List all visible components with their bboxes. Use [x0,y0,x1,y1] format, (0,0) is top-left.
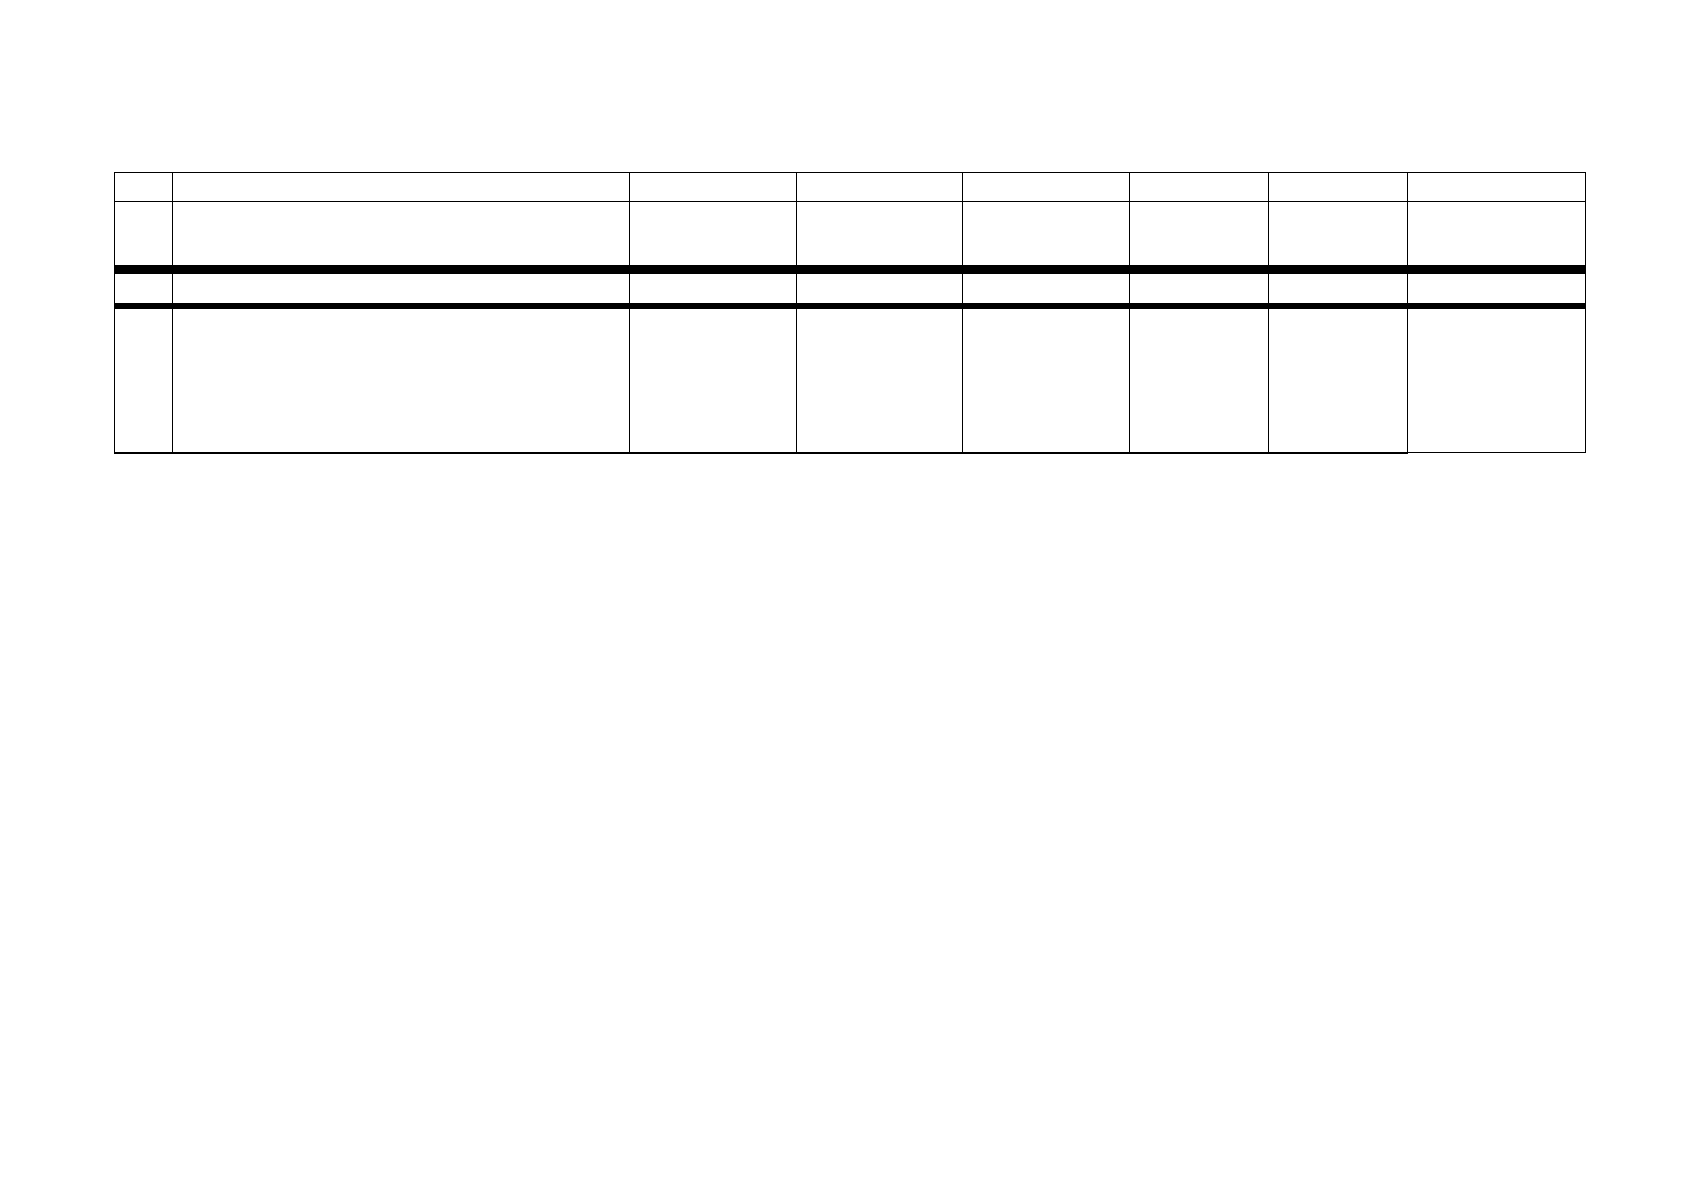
header-cell [797,173,963,202]
table-row [115,453,1586,454]
row-description-cell [173,202,630,266]
header-cell [115,173,173,202]
row-description-cell [173,453,630,454]
value-cell [630,202,797,266]
value-cell [963,202,1130,266]
row-description-cell [173,274,630,304]
value-cell [630,453,797,454]
row-description-cell [173,309,630,453]
value-cell [630,274,797,304]
value-cell [1130,453,1269,454]
value-cell [1269,274,1408,304]
value-cell [1269,202,1408,266]
value-cell [1130,274,1269,304]
value-cell [963,453,1130,454]
row-number-cell [115,309,173,453]
table-header-row [115,173,1586,202]
value-cell [963,274,1130,304]
value-cell [1408,274,1586,304]
row-number-cell [115,453,173,454]
value-cell [963,309,1130,453]
header-cell [1269,173,1408,202]
table-row [115,202,1586,266]
value-cell [1130,309,1269,453]
header-cell [1130,173,1269,202]
value-cell [1269,453,1408,454]
budget-table [114,172,1586,454]
value-cell [630,309,797,453]
value-cell [797,453,963,454]
header-cell [173,173,630,202]
value-cell [1408,309,1586,453]
table-row [115,309,1586,453]
value-cell [1130,202,1269,266]
value-cell [797,202,963,266]
value-cell [797,309,963,453]
value-cell [1408,202,1586,266]
table-row [115,274,1586,304]
row-number-cell [115,274,173,304]
value-cell [1269,309,1408,453]
header-cell [963,173,1130,202]
value-cell [797,274,963,304]
header-cell [1408,173,1586,202]
row-number-cell [115,202,173,266]
header-cell [630,173,797,202]
